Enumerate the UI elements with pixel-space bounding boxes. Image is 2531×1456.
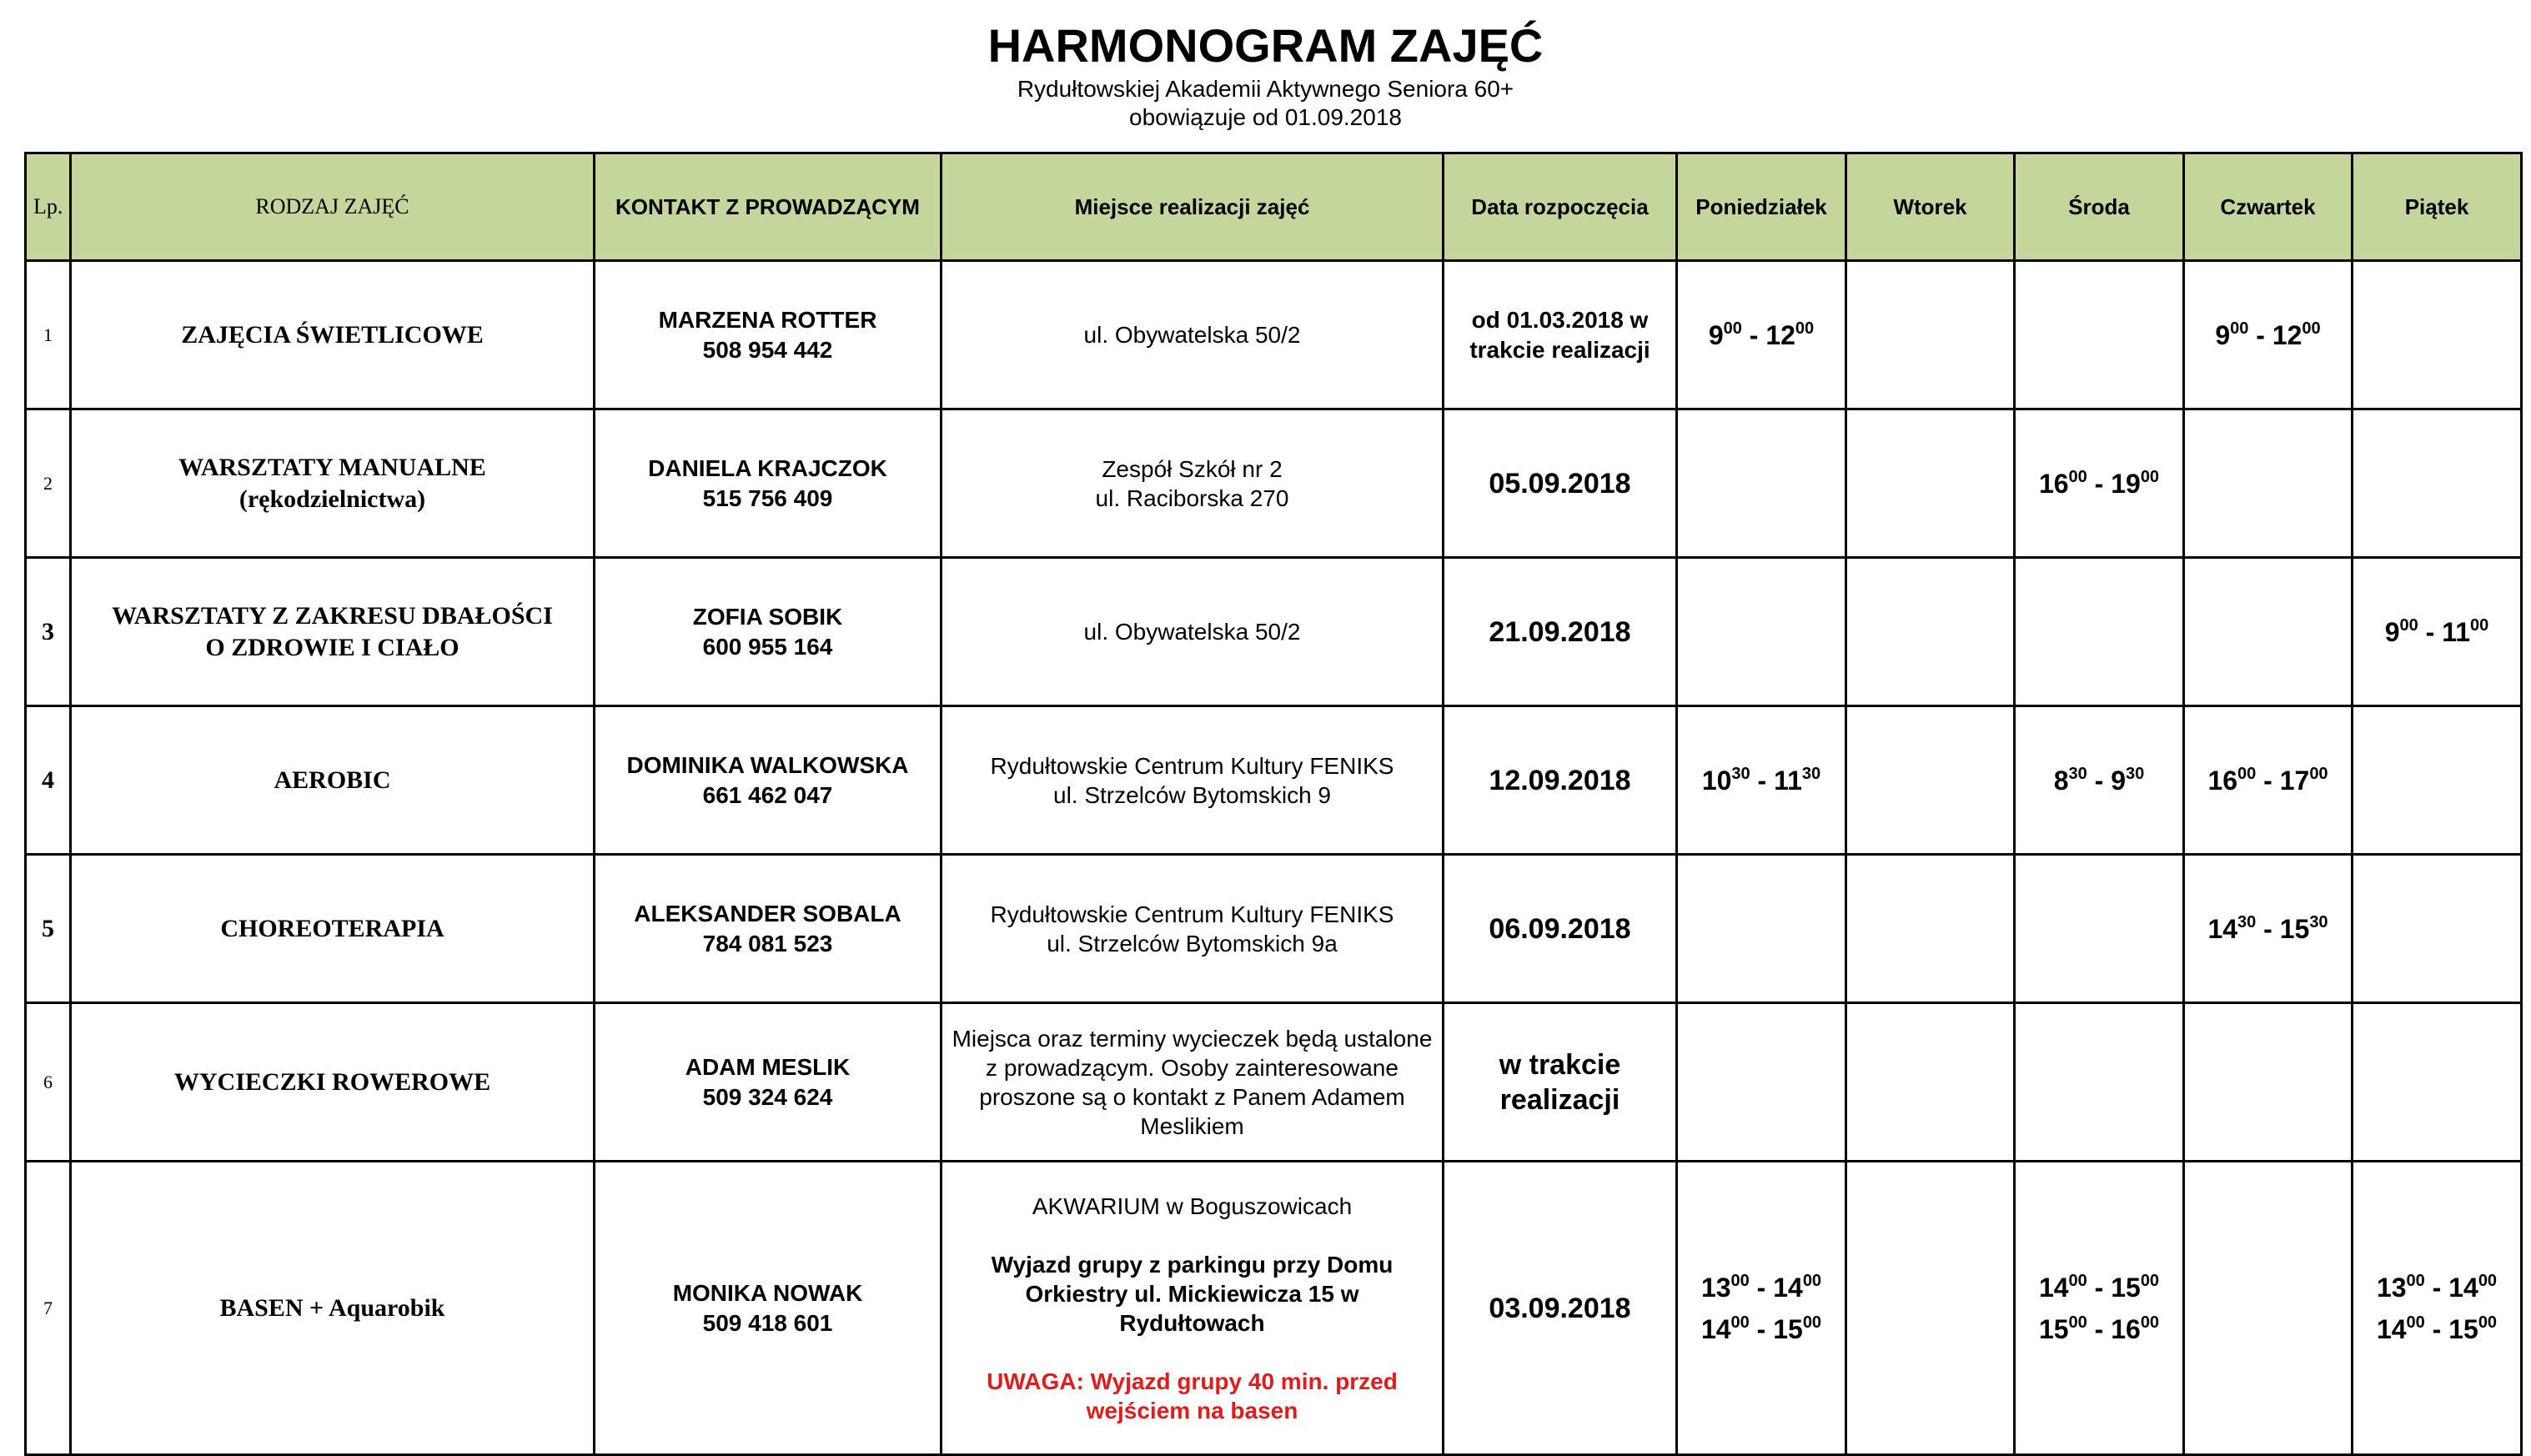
activity-name [71, 409, 595, 558]
contact-name: MARZENA ROTTER [658, 306, 877, 333]
row-number: 5 [26, 855, 71, 1003]
end-hour: 9 [2111, 765, 2127, 796]
schedule-fri [2353, 1003, 2522, 1162]
start-date-line: trakcie realizacji [1469, 336, 1650, 363]
start-minutes: 30 [1731, 764, 1750, 783]
place-cell [942, 1162, 1444, 1455]
schedule-wed [2015, 1162, 2184, 1455]
place-cell [942, 261, 1444, 409]
place-line: ul. Obywatelska 50/2 [1083, 322, 1301, 348]
time-range: $13^{00} - 14^{00}$ [1700, 1271, 1822, 1303]
col-header-friday: Piątek [2353, 153, 2522, 261]
schedule-mon [1677, 706, 1846, 855]
start-minutes: 00 [2399, 615, 2418, 635]
place-line: Zespół Szkół nr 2 [1102, 455, 1283, 482]
place-cell [942, 409, 1444, 558]
col-header-contact: KONTAKT Z PROWADZĄCYM [595, 153, 942, 261]
end-hour: 15 [2279, 913, 2310, 944]
contact-phone: 661 462 047 [702, 781, 833, 808]
end-hour: 14 [2448, 1272, 2478, 1303]
col-header-lp: Lp. [26, 153, 71, 261]
schedule-thu [2184, 1003, 2353, 1162]
warning-line: wejściem na basen [1086, 1397, 1298, 1423]
col-header-start-date: Data rozpoczęcia [1444, 153, 1677, 261]
schedule-fri [2353, 558, 2522, 706]
end-hour: 11 [1774, 765, 1802, 796]
start-hour: 16 [2038, 468, 2069, 499]
activity-line: CHOREOTERAPIA [220, 914, 444, 942]
schedule-fri [2353, 409, 2522, 558]
place-cell [942, 855, 1444, 1003]
time-range: $9^{00} - 12^{00}$ [1708, 319, 1815, 350]
start-date-line: 05.09.2018 [1489, 467, 1631, 500]
schedule-tue [1846, 1003, 2015, 1162]
schedule-thu [2184, 558, 2353, 706]
end-hour: 15 [2111, 1272, 2141, 1303]
spacer [949, 1221, 1435, 1250]
end-minutes: 00 [2140, 467, 2160, 486]
start-minutes: 00 [1730, 1313, 1750, 1332]
contact-name: ALEKSANDER SOBALA [634, 900, 901, 926]
validity-note: obowiązuje od 01.09.2018 [1129, 104, 1402, 130]
end-minutes: 30 [1801, 764, 1821, 783]
schedule-fri [2353, 1162, 2522, 1455]
start-hour: 8 [2053, 765, 2069, 796]
schedule-thu [2184, 855, 2353, 1003]
start-date-line: 12.09.2018 [1489, 764, 1631, 796]
contact-cell [595, 261, 942, 409]
start-hour: 9 [2384, 616, 2400, 647]
schedule-mon [1677, 855, 1846, 1003]
time-range: $14^{30} - 15^{30}$ [2207, 912, 2328, 944]
contact-cell [595, 706, 942, 855]
contact-name: ZOFIA SOBIK [692, 603, 843, 630]
end-hour: 16 [2111, 1313, 2141, 1344]
end-hour: 14 [1773, 1272, 1803, 1303]
start-minutes: 30 [2237, 912, 2257, 931]
start-hour: 14 [2207, 913, 2238, 944]
activity-line: (rękodzielnictwa) [239, 484, 426, 513]
start-date [1444, 409, 1677, 558]
contact-phone: 508 954 442 [702, 336, 833, 363]
start-date [1444, 855, 1677, 1003]
contact-phone: 509 324 624 [702, 1083, 833, 1110]
schedule-mon [1677, 409, 1846, 558]
departure-line: Wyjazd grupy z parkingu przy Domu [991, 1251, 1394, 1278]
contact-name: DANIELA KRAJCZOK [648, 454, 887, 481]
place-intro: AKWARIUM w Boguszowicach [1032, 1192, 1353, 1219]
contact-phone: 600 955 164 [702, 633, 833, 660]
end-hour: 19 [2111, 468, 2141, 499]
start-date-line: od 01.03.2018 w [1471, 306, 1649, 333]
place-line: Meslikiem [1140, 1112, 1244, 1139]
contact-cell [595, 1162, 942, 1455]
end-minutes: 00 [1802, 1313, 1822, 1332]
place-line: ul. Strzelców Bytomskich 9 [1053, 781, 1331, 808]
departure-line: Orkiestry ul. Mickiewicza 15 w [1025, 1280, 1359, 1307]
activity-name [71, 558, 595, 706]
start-minutes: 00 [2406, 1313, 2425, 1332]
time-range: $13^{00} - 14^{00}$ [2376, 1271, 2498, 1303]
contact-phone: 509 418 601 [702, 1309, 833, 1336]
time-range: $9^{00} - 12^{00}$ [2215, 319, 2321, 350]
end-minutes: 00 [2478, 1271, 2498, 1290]
end-minutes: 00 [1795, 319, 1815, 338]
schedule-mon [1677, 1162, 1846, 1455]
activity-line: O ZDROWIE I CIAŁO [205, 633, 459, 661]
time-range: $14^{00} - 15^{00}$ [1700, 1313, 1822, 1344]
place-line: proszone są o kontakt z Panem Adamem [979, 1083, 1405, 1110]
activity-name [71, 1003, 595, 1162]
schedule-tue [1846, 706, 2015, 855]
time-range: $14^{00} - 15^{00}$ [2038, 1271, 2160, 1303]
schedule-wed [2015, 706, 2184, 855]
place-cell [942, 1003, 1444, 1162]
start-minutes: 30 [2068, 764, 2087, 783]
start-minutes: 00 [2068, 1271, 2087, 1290]
schedule-wed [2015, 409, 2184, 558]
contact-phone: 784 081 523 [702, 930, 833, 956]
start-hour: 9 [1708, 319, 1724, 350]
start-date-line: realizacji [1499, 1083, 1620, 1116]
time-range: $10^{30} - 11^{30}$ [1701, 764, 1821, 796]
schedule-tue [1846, 409, 2015, 558]
schedule-fri [2353, 855, 2522, 1003]
end-hour: 15 [2448, 1313, 2478, 1344]
table-row [26, 261, 2522, 409]
end-minutes: 00 [2140, 1313, 2160, 1332]
start-date-line: 03.09.2018 [1489, 1292, 1631, 1324]
table-row [26, 1003, 2522, 1162]
time-range: $16^{00} - 19^{00}$ [2038, 467, 2160, 499]
col-header-wednesday: Środa [2015, 153, 2184, 261]
schedule-thu [2184, 706, 2353, 855]
schedule-tue [1846, 1162, 2015, 1455]
start-date [1444, 1162, 1677, 1455]
activity-line: ZAJĘCIA ŚWIETLICOWE [181, 320, 484, 349]
start-date [1444, 706, 1677, 855]
end-hour: 11 [2442, 616, 2471, 647]
time-range: $14^{00} - 15^{00}$ [2376, 1313, 2498, 1344]
start-date [1444, 558, 1677, 706]
time-range: $16^{00} - 17^{00}$ [2207, 764, 2328, 796]
start-minutes: 00 [1730, 1271, 1750, 1290]
end-hour: 12 [2272, 319, 2303, 350]
contact-cell [595, 1003, 942, 1162]
time-range: $15^{00} - 16^{00}$ [2038, 1313, 2160, 1344]
row-number: 4 [26, 706, 71, 855]
end-minutes: 30 [2126, 764, 2145, 783]
start-minutes: 00 [1723, 319, 1742, 338]
place-line: Rydułtowskie Centrum Kultury FENIKS [990, 752, 1394, 779]
schedule-fri [2353, 706, 2522, 855]
row-number: 7 [26, 1162, 71, 1455]
place-line: Miejsca oraz terminy wycieczek będą ustalone [952, 1025, 1433, 1052]
activity-line: WYCIECZKI ROWEROWE [173, 1067, 491, 1096]
schedule-wed [2015, 558, 2184, 706]
table-row [26, 706, 2522, 855]
col-header-thursday: Czwartek [2184, 153, 2353, 261]
place-line: Rydułtowskie Centrum Kultury FENIKS [990, 901, 1394, 927]
header-row [26, 153, 2522, 261]
schedule-mon [1677, 558, 1846, 706]
activity-line: BASEN + Aquarobik [219, 1293, 445, 1322]
start-date [1444, 261, 1677, 409]
place-cell [942, 558, 1444, 706]
schedule-thu [2184, 1162, 2353, 1455]
row-number: 6 [26, 1003, 71, 1162]
activity-line: AEROBIC [274, 766, 391, 794]
start-hour: 14 [2376, 1313, 2407, 1344]
schedule-mon [1677, 261, 1846, 409]
start-hour: 13 [2376, 1272, 2407, 1303]
activity-name [71, 706, 595, 855]
time-range: $8^{30} - 9^{30}$ [2053, 764, 2145, 796]
schedule-thu [2184, 261, 2353, 409]
activity-name [71, 855, 595, 1003]
start-hour: 13 [1700, 1272, 1731, 1303]
start-minutes: 00 [2068, 1313, 2087, 1332]
schedule-wed [2015, 261, 2184, 409]
start-date-line: w trakcie [1499, 1048, 1621, 1081]
schedule-wed [2015, 1003, 2184, 1162]
start-hour: 14 [1700, 1313, 1731, 1344]
schedule-table [24, 152, 2523, 1456]
table-row [26, 855, 2522, 1003]
page-title: HARMONOGRAM ZAJĘĆ [987, 19, 1544, 72]
place-line: ul. Obywatelska 50/2 [1083, 619, 1301, 645]
start-minutes: 00 [2406, 1271, 2425, 1290]
time-range: $9^{00} - 11^{00}$ [2384, 615, 2489, 647]
start-minutes: 00 [2068, 467, 2087, 486]
start-minutes: 00 [2230, 319, 2249, 338]
schedule-tue [1846, 855, 2015, 1003]
end-minutes: 30 [2309, 912, 2328, 931]
activity-name [71, 1162, 595, 1455]
contact-cell [595, 855, 942, 1003]
start-date-line: 21.09.2018 [1489, 615, 1631, 648]
schedule-thu [2184, 409, 2353, 558]
activity-line: WARSZTATY MANUALNE [178, 453, 486, 481]
departure-line: Rydułtowach [1119, 1309, 1265, 1336]
place-cell [942, 706, 1444, 855]
warning-line: UWAGA: Wyjazd grupy 40 min. przed [987, 1368, 1398, 1394]
col-header-activity: RODZAJ ZAJĘĆ [71, 153, 595, 261]
schedule-body [26, 261, 2522, 1455]
start-hour: 16 [2207, 765, 2238, 796]
start-minutes: 00 [2237, 764, 2257, 783]
end-minutes: 00 [2470, 615, 2489, 635]
end-minutes: 00 [2309, 764, 2328, 783]
contact-name: ADAM MESLIK [685, 1053, 851, 1080]
activity-name [71, 261, 595, 409]
page-subtitle: Rydułtowskiej Akademii Aktywnego Seniora 60+ [1017, 76, 1514, 102]
place-line: ul. Strzelców Bytomskich 9a [1047, 930, 1338, 956]
start-hour: 15 [2038, 1313, 2069, 1344]
schedule-tue [1846, 558, 2015, 706]
end-hour: 15 [1773, 1313, 1803, 1344]
contact-cell [595, 409, 942, 558]
place-line: ul. Raciborska 270 [1095, 484, 1289, 511]
schedule-fri [2353, 261, 2522, 409]
start-hour: 14 [2038, 1272, 2069, 1303]
schedule-wed [2015, 855, 2184, 1003]
end-minutes: 00 [2302, 319, 2321, 338]
end-hour: 12 [1765, 319, 1795, 350]
spacer [949, 1338, 1435, 1367]
table-row [26, 1162, 2522, 1455]
start-hour: 9 [2215, 319, 2231, 350]
start-hour: 10 [1701, 765, 1732, 796]
start-date [1444, 1003, 1677, 1162]
end-hour: 17 [2279, 765, 2310, 796]
place-line: z prowadzącym. Osoby zainteresowane [986, 1054, 1399, 1081]
contact-name: DOMINIKA WALKOWSKA [626, 751, 909, 778]
contact-phone: 515 756 409 [702, 484, 833, 511]
contact-name: MONIKA NOWAK [672, 1279, 863, 1306]
end-minutes: 00 [2478, 1313, 2498, 1332]
col-header-place: Miejsce realizacji zajęć [942, 153, 1444, 261]
activity-line: WARSZTATY Z ZAKRESU DBAŁOŚCI [112, 601, 553, 630]
col-header-tuesday: Wtorek [1846, 153, 2015, 261]
row-number: 2 [26, 409, 71, 558]
schedule-tue [1846, 261, 2015, 409]
end-minutes: 00 [1802, 1271, 1822, 1290]
table-row [26, 558, 2522, 706]
table-row [26, 409, 2522, 558]
col-header-monday: Poniedziałek [1677, 153, 1846, 261]
schedule-mon [1677, 1003, 1846, 1162]
contact-cell [595, 558, 942, 706]
start-date-line: 06.09.2018 [1489, 912, 1631, 945]
row-number: 1 [26, 261, 71, 409]
end-minutes: 00 [2140, 1271, 2160, 1290]
row-number: 3 [26, 558, 71, 706]
